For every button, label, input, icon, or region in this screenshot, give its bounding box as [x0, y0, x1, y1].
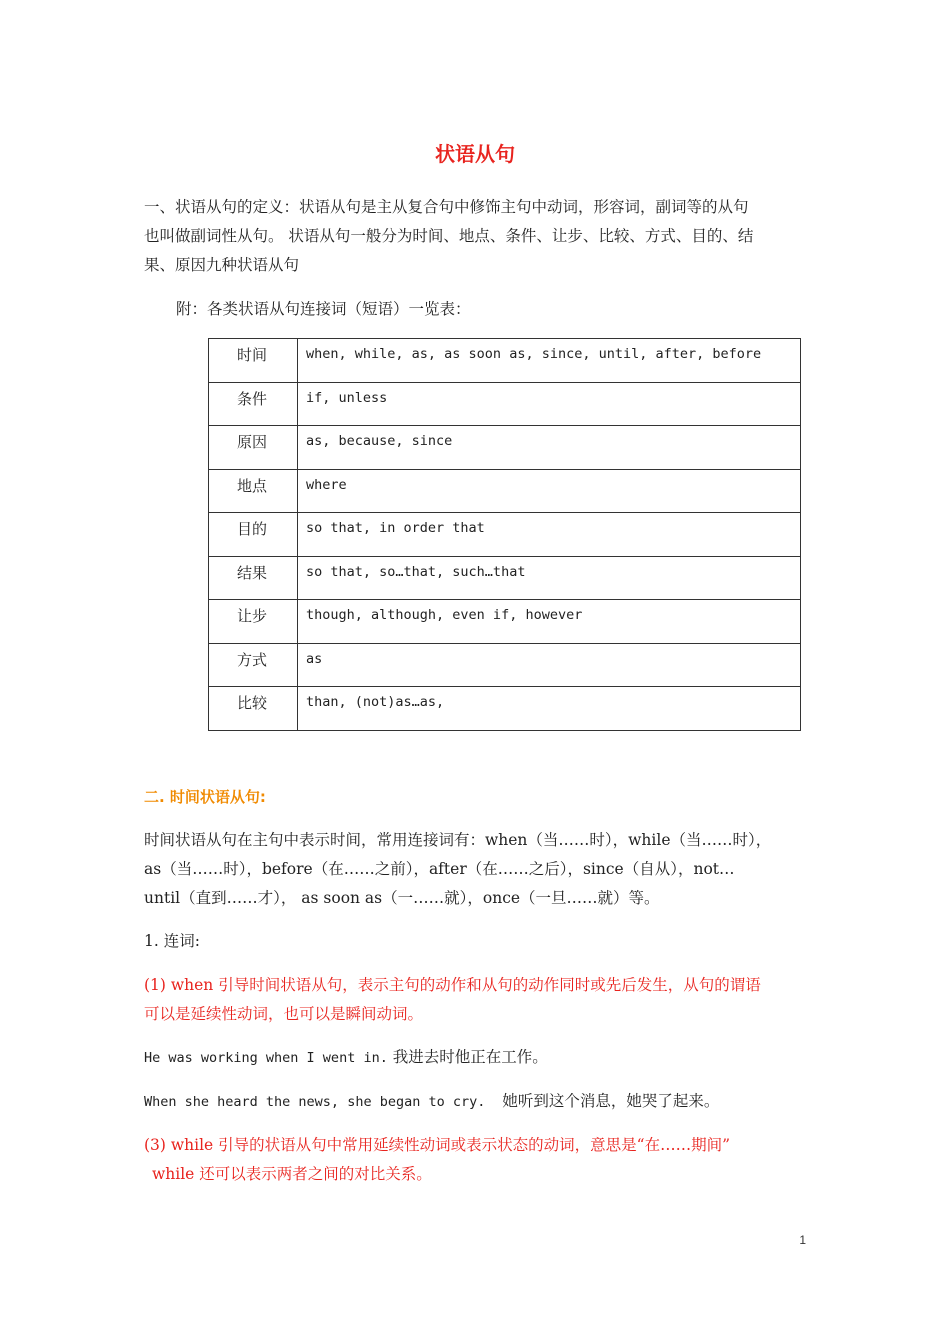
- table-row: [209, 339, 801, 383]
- page-title: 状语从句: [435, 142, 515, 166]
- table-cell-category: 比较: [209, 687, 298, 731]
- section-2-description: [144, 826, 816, 913]
- conjunction-table: [208, 338, 801, 731]
- table-cell-category: 结果: [209, 556, 298, 600]
- example-2-chinese: 她听到这个消息，她哭了起来。: [502, 1092, 720, 1110]
- table-row: [209, 556, 801, 600]
- table-row: [209, 382, 801, 426]
- table-cell-conjunctions: though, although, even if, however: [298, 600, 801, 644]
- table-cell-conjunctions: as: [298, 643, 801, 687]
- section-2-desc-line-3: until（直到……才）， as soon as（一……就），once（一旦……就）等。: [144, 889, 660, 907]
- table-cell-conjunctions: so that, so…that, such…that: [298, 556, 801, 600]
- intro-paragraph: [144, 193, 816, 280]
- table-row: [209, 426, 801, 470]
- example-2: [144, 1087, 816, 1117]
- rule-3-line-2: while 还可以表示两者之间的对比关系。: [152, 1165, 432, 1183]
- section-2-desc-line-2: as（当……时），before（在……之前），after（在……之后），since（自从），not…: [144, 860, 735, 878]
- section-2-heading: 二. 时间状语从句:: [144, 788, 266, 806]
- table-cell-conjunctions: than, (not)as…as,: [298, 687, 801, 731]
- table-cell-category: 条件: [209, 382, 298, 426]
- table-cell-conjunctions: as, because, since: [298, 426, 801, 470]
- table-cell-conjunctions: where: [298, 469, 801, 513]
- rule-3-line-1: (3) while 引导的状语从句中常用延续性动词或表示状态的动词，意思是“在……期间”: [144, 1136, 730, 1154]
- intro-line-3: 果、原因九种状语从句: [144, 256, 300, 274]
- table-cell-category: 方式: [209, 643, 298, 687]
- table-row: [209, 687, 801, 731]
- rule-1-line-2: 可以是延续性动词，也可以是瞬间动词。: [144, 1005, 424, 1023]
- rule-3: [144, 1131, 816, 1189]
- page-number: 1: [799, 1233, 806, 1247]
- intro-line-1: 一、状语从句的定义：状语从句是主从复合句中修饰主句中动词，形容词，副词等的从句: [144, 198, 749, 216]
- item-1-label: 1. 连词:: [144, 932, 200, 950]
- table-cell-category: 时间: [209, 339, 298, 383]
- table-cell-category: 目的: [209, 513, 298, 557]
- example-1: [144, 1043, 816, 1073]
- table-row: [209, 643, 801, 687]
- table-cell-conjunctions: so that, in order that: [298, 513, 801, 557]
- table-row: [209, 600, 801, 644]
- rule-1-line-1: (1) when 引导时间状语从句，表示主句的动作和从句的动作同时或先后发生，从句的谓语: [144, 976, 761, 994]
- table-cell-category: 地点: [209, 469, 298, 513]
- example-1-chinese: 我进去时他正在工作。: [392, 1048, 548, 1066]
- table-cell-conjunctions: if, unless: [298, 382, 801, 426]
- table-row: [209, 513, 801, 557]
- example-1-english: He was working when I went in.: [144, 1050, 388, 1066]
- table-cell-category: 原因: [209, 426, 298, 470]
- intro-line-2: 也叫做副词性从句。 状语从句一般分为时间、地点、条件、让步、比较、方式、目的、结: [144, 227, 754, 245]
- table-cell-conjunctions: when, while, as, as soon as, since, until, after, before: [298, 339, 801, 383]
- appendix-label: 附：各类状语从句连接词（短语）一览表：: [176, 300, 471, 318]
- table-cell-category: 让步: [209, 600, 298, 644]
- rule-1: [144, 971, 816, 1029]
- section-2-desc-line-1: 时间状语从句在主句中表示时间，常用连接词有：when（当……时），while（当……时），: [144, 831, 772, 849]
- example-2-english: When she heard the news, she began to cry.: [144, 1094, 486, 1110]
- table-row: [209, 469, 801, 513]
